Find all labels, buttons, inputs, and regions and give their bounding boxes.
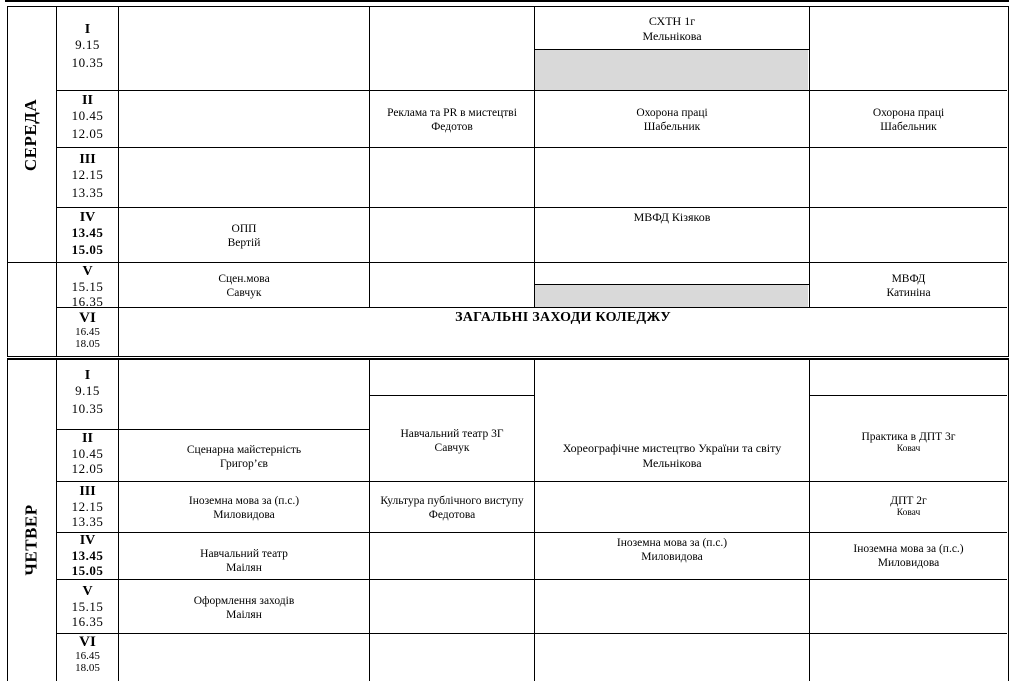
class-cell: Охорона праці Шабельник xyxy=(872,107,945,134)
period-2: II 10.45 12.05 xyxy=(71,93,104,142)
grid-line xyxy=(7,262,1007,263)
grid-line xyxy=(56,90,1007,91)
period-2: II 10.45 12.05 xyxy=(71,431,104,477)
grid-line xyxy=(56,207,1007,208)
grid-line xyxy=(118,7,119,357)
class-cell: Реклама та PR в мистецтві Федотов xyxy=(387,107,517,134)
grid-line xyxy=(56,633,1007,634)
class-cell: Іноземна мова за (п.с.) Миловидова xyxy=(188,495,300,522)
period-1: I 9.15 10.35 xyxy=(71,368,104,417)
class-cell: Хореографічне мистецтво України та світу Мельнікова xyxy=(562,441,782,470)
empty-shaded-cell xyxy=(535,50,808,90)
day-label-thursday: ЧЕТВЕР xyxy=(21,504,41,576)
class-cell: МВФД Кізяков xyxy=(633,210,711,224)
college-events-banner: ЗАГАЛЬНІ ЗАХОДИ КОЛЕДЖУ xyxy=(455,310,671,325)
class-cell: СХТН 1г Мельнікова xyxy=(642,14,702,43)
period-4: IV 13.45 15.05 xyxy=(71,533,104,579)
grid-line xyxy=(119,429,369,430)
class-cell: Охорона праці Шабельник xyxy=(636,107,708,134)
class-cell: ОПП Вертій xyxy=(227,223,261,250)
class-cell: Навчальний театр Маілян xyxy=(200,548,288,575)
period-3: III 12.15 13.35 xyxy=(71,152,104,201)
day-label-wednesday: СЕРЕДА xyxy=(21,98,41,172)
class-cell: Сценарна майстерність Григор’єв xyxy=(186,444,302,471)
empty-shaded-cell xyxy=(535,285,808,307)
class-cell: МВФД Катиніна xyxy=(886,273,931,300)
class-cell: Навчальний театр 3Г Савчук xyxy=(400,428,504,455)
class-cell: Практика в ДПТ 3г Ковач xyxy=(861,431,956,455)
grid-line xyxy=(370,395,534,396)
grid-line xyxy=(56,147,1007,148)
grid-line xyxy=(56,429,119,430)
period-5: V 15.15 16.35 xyxy=(71,264,104,310)
class-cell: Іноземна мова за (п.с.) Миловидова xyxy=(616,537,728,564)
grid-line xyxy=(56,532,1007,533)
period-6: VI 16.45 18.05 xyxy=(75,634,100,674)
wednesday-schedule-block xyxy=(7,6,1009,357)
period-1: I 9.15 10.35 xyxy=(71,22,104,71)
top-border-line xyxy=(5,0,1009,2)
class-cell: Оформлення заходів Маілян xyxy=(193,595,295,622)
grid-line xyxy=(56,481,1007,482)
period-3: III 12.15 13.35 xyxy=(71,484,104,530)
class-cell: Іноземна мова за (п.с.) Миловидова xyxy=(853,543,964,570)
grid-line xyxy=(56,579,1007,580)
period-5: V 15.15 16.35 xyxy=(71,584,104,630)
class-cell: Сцен.мова Савчук xyxy=(218,273,270,300)
grid-line xyxy=(810,395,1007,396)
grid-line xyxy=(56,307,1007,308)
period-6: VI 16.45 18.05 xyxy=(75,310,100,350)
class-cell: ДПТ 2г Ковач xyxy=(890,495,927,519)
period-4: IV 13.45 15.05 xyxy=(71,210,104,258)
grid-line xyxy=(535,49,809,50)
grid-line xyxy=(535,284,809,285)
class-cell: Культура публічного виступу Федотова xyxy=(380,495,524,522)
